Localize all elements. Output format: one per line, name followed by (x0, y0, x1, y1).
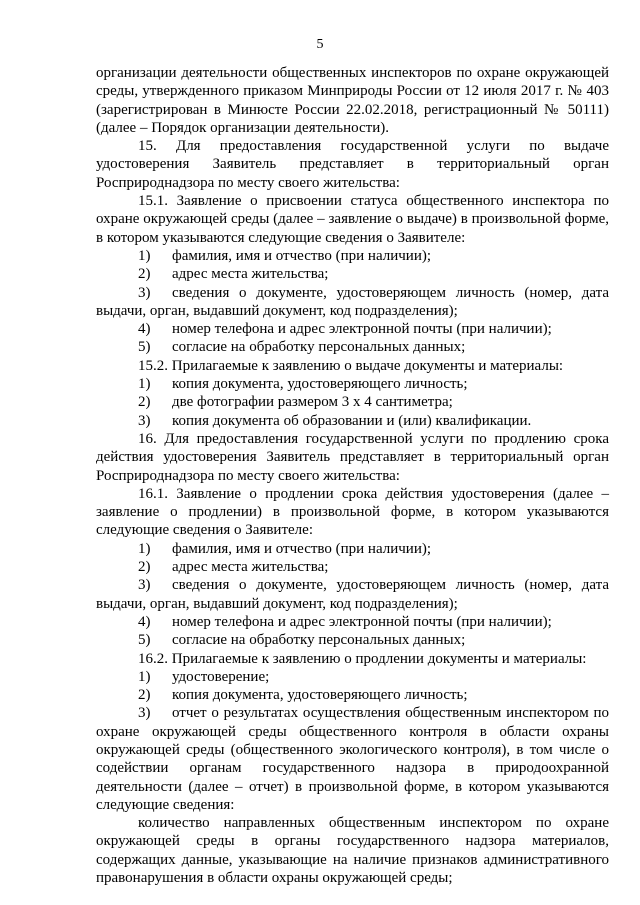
list-item (96, 613, 609, 631)
list-item (96, 265, 609, 283)
list-item (96, 558, 609, 576)
list-item-number: 1) (138, 247, 151, 264)
paragraph: 16.1. Заявление о продлении срока действия удостоверения (далее – заявление о продлении) в произвольной форме, в котором указываются следующие сведения о Заявителе: (96, 485, 609, 539)
list-item-number: 3) (138, 284, 151, 301)
list-item (96, 631, 609, 649)
list-item (96, 393, 609, 411)
list-item-number: 2) (138, 559, 151, 576)
list-item-text: копия документа об образовании и (или) квалификации. (172, 412, 532, 429)
paragraph: организации деятельности общественных инспекторов по охране окружающей среды, утвержденного приказом Минприроды России от 12 июля 2017 г. № 403 (зарегистрирован в Минюсте России 22.02.2018, регистрационный № 50111) (далее – Порядок организации деятельности). (96, 65, 609, 136)
list-item-text: согласие на обработку персональных данных; (172, 632, 466, 649)
paragraph: 16. Для предоставления государственной услуги по продлению срока действия удостоверения Заявитель представляет в территориальный орган Росприроднадзора по месту своего жительства: (96, 430, 609, 484)
paragraph: 15. Для предоставления государственной услуги по выдаче удостоверения Заявитель представляет в территориальный орган Росприроднадзора по месту своего жительства: (96, 138, 609, 191)
list-item (96, 576, 609, 613)
list-item-number: 2) (138, 266, 151, 283)
paragraph: количество направленных общественным инспектором по охране окружающей среды в органы государственного надзора материалов, содержащих данные, указывающие на наличие признаков административного правонарушения в области охраны окружающей среды; (96, 815, 609, 887)
list-item-number: 3) (138, 705, 151, 722)
list-item-text: удостоверение; (172, 668, 270, 685)
list-item (96, 320, 609, 338)
list-item-text: сведения о документе, удостоверяющем личность (номер, дата выдачи, орган, выдавший документ, код подразделения); (96, 577, 609, 612)
list-item-number: 3) (138, 577, 151, 594)
paragraph: 15.2. Прилагаемые к заявлению о выдаче документы и материалы: (138, 357, 564, 374)
list-item (96, 704, 609, 814)
list-item-number: 4) (138, 613, 151, 630)
list-item-number: 1) (138, 376, 151, 393)
paragraph: 15.1. Заявление о присвоении статуса общественного инспектора по охране окружающей среды (далее – заявление о выдаче) в произвольной форме, в котором указываются следующие сведения о Заявителе: (96, 193, 609, 246)
list-item-number: 5) (138, 632, 151, 649)
list-item-number: 1) (138, 540, 151, 557)
list-item-text: две фотографии размером 3 х 4 сантиметра; (172, 394, 453, 411)
list-item-text: номер телефона и адрес электронной почты (при наличии); (172, 613, 552, 630)
list-item (96, 338, 609, 356)
list-item (96, 247, 609, 265)
list-item-text: адрес места жительства; (172, 266, 329, 283)
list-item-text: адрес места жительства; (172, 559, 329, 576)
list-item-text: отчет о результатах осуществления общественным инспектором по охране окружающей среды общественного контроля в области охраны окружающей среды (общественного экологического контроля), в том числе о содействии органам государственного надзора в природоохранной деятельности (далее – отчет) в произвольной форме, в котором указываются следующие сведения: (96, 705, 609, 813)
list-item-text: согласие на обработку персональных данных; (172, 339, 466, 356)
list-item-text: фамилия, имя и отчество (при наличии); (172, 247, 432, 264)
list-item (96, 284, 609, 321)
list-item-number: 2) (138, 394, 151, 411)
list-item-number: 3) (138, 412, 151, 429)
list-item-text: сведения о документе, удостоверяющем личность (номер, дата выдачи, орган, выдавший документ, код подразделения); (96, 284, 609, 319)
list-item (96, 686, 609, 704)
list-item-number: 4) (138, 321, 151, 338)
list-item-number: 1) (138, 668, 151, 685)
list-item-number: 5) (138, 339, 151, 356)
list-item-number: 2) (138, 687, 151, 704)
list-item-text: копия документа, удостоверяющего личность; (172, 687, 468, 704)
document-body (96, 64, 609, 887)
list-item (96, 668, 609, 686)
list-item-text: фамилия, имя и отчество (при наличии); (172, 540, 432, 557)
list-item-text: копия документа, удостоверяющего личность; (172, 376, 468, 393)
list-item (96, 412, 609, 430)
list-item (96, 540, 609, 558)
list-item-text: номер телефона и адрес электронной почты (при наличии); (172, 321, 552, 338)
paragraph: 16.2. Прилагаемые к заявлению о продлении документы и материалы: (138, 650, 587, 667)
list-item (96, 375, 609, 393)
page-number: 5 (316, 37, 324, 52)
